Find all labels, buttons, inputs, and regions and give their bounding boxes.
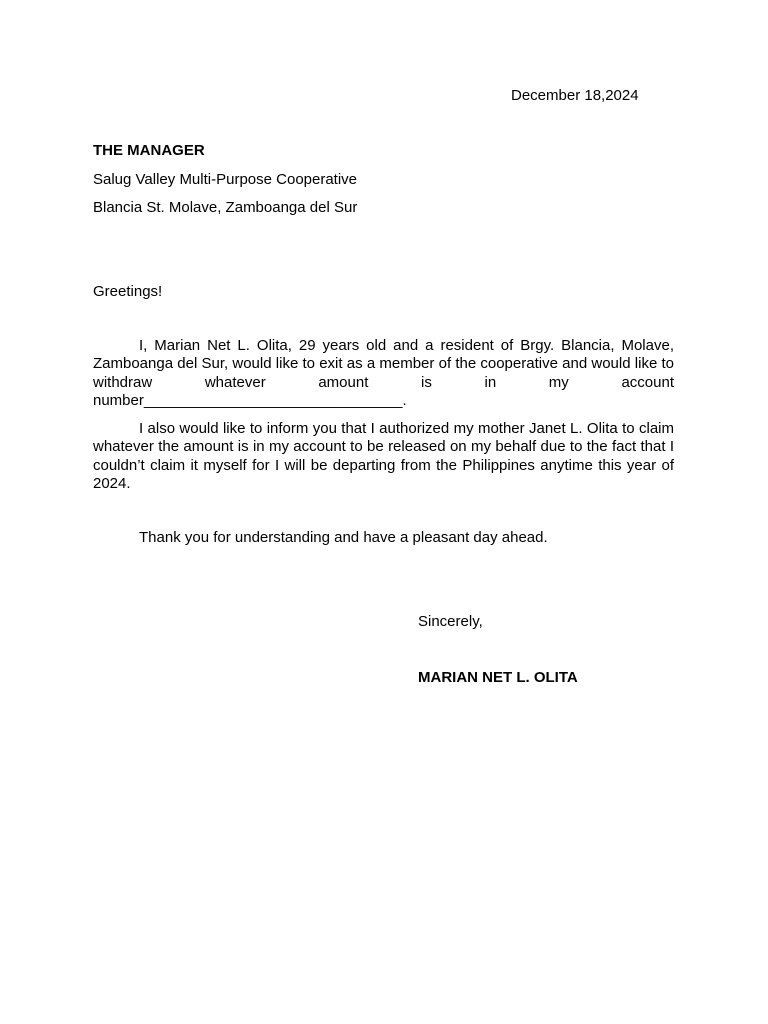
body-paragraph-authorization: I also would like to inform you that I authorized my mother Janet L. Olita to claim whatever the amount is in my account to be released on my behalf due to the fact that I couldn’t claim it myself for I will be departing from the Philippines anytime this year of 2024. <box>93 420 674 492</box>
body-paragraph-withdrawal: I, Marian Net L. Olita, 29 years old and a resident of Brgy. Blancia, Molave, Zamboanga del Sur, would like to exit as a member of the cooperative and would like to withdraw whatever amount is in my account number_______________________________. <box>93 337 674 409</box>
body-paragraph-thanks: Thank you for understanding and have a pleasant day ahead. <box>139 529 548 546</box>
greeting: Greetings! <box>93 283 163 300</box>
signature-name: MARIAN NET L. OLITA <box>418 669 578 686</box>
recipient-address: Blancia St. Molave, Zamboanga del Sur <box>93 199 358 216</box>
recipient-title: THE MANAGER <box>93 142 205 159</box>
recipient-organization: Salug Valley Multi-Purpose Cooperative <box>93 171 358 188</box>
closing: Sincerely, <box>418 613 483 630</box>
letter-date: December 18,2024 <box>511 87 639 104</box>
